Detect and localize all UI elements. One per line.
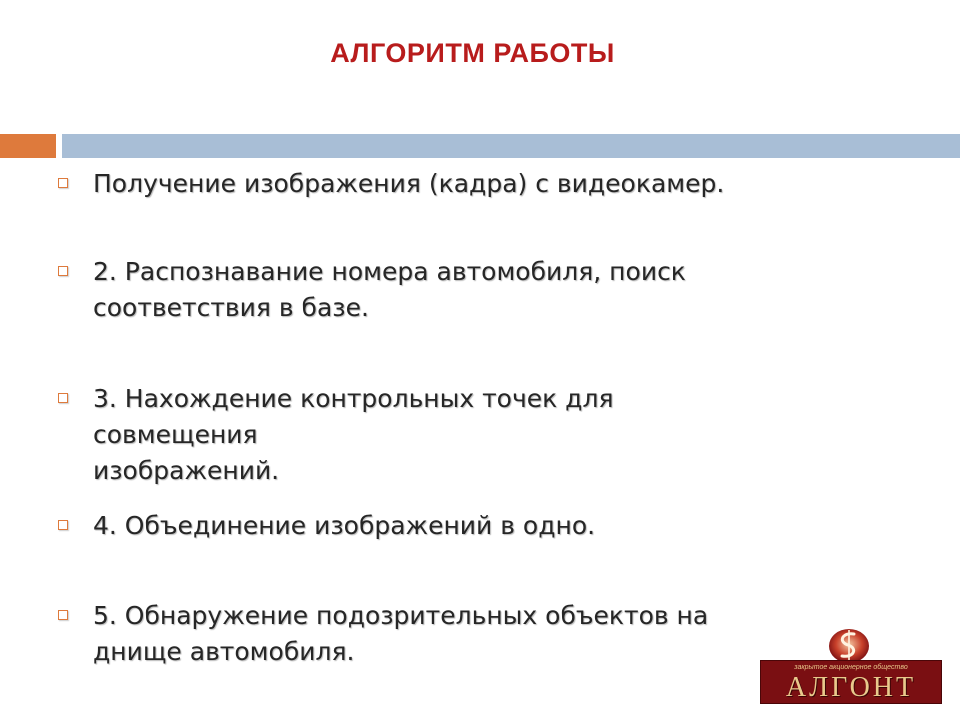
square-bullet-icon: [58, 520, 68, 530]
logo-subtitle: закрытое акционерное общество: [794, 664, 908, 671]
logo-plate: [760, 660, 942, 704]
bullet-line: 5. Обнаружение подозрительных объектов на: [93, 601, 709, 630]
slide-title: АЛГОРИТМ РАБОТЫ: [330, 38, 615, 68]
bullet-line: 4. Объединение изображений в одно.: [93, 511, 596, 540]
bullet-line: соответствия в базе.: [93, 293, 369, 322]
dollar-swirl-emblem-icon: [824, 624, 874, 664]
company-logo: [760, 624, 942, 706]
bullet-line: 3. Нахождение контрольных точек для совмещения: [93, 384, 614, 449]
bullet-line: днище автомобиля.: [93, 637, 355, 666]
bullet-item: [58, 254, 758, 326]
bullet-item: [58, 381, 758, 489]
bullet-item: [58, 166, 758, 202]
bullet-line: Получение изображения (кадра) с видеокамер.: [93, 169, 725, 198]
logo-name: АЛГОНТ: [785, 672, 917, 703]
square-bullet-icon: [58, 266, 68, 276]
square-bullet-icon: [58, 393, 68, 403]
bullet-line: 2. Распознавание номера автомобиля, поиск: [93, 257, 686, 286]
bullet-line: изображений.: [93, 456, 280, 485]
bullet-item: [58, 598, 758, 670]
bullet-item: [58, 508, 758, 544]
square-bullet-icon: [58, 178, 68, 188]
square-bullet-icon: [58, 610, 68, 620]
